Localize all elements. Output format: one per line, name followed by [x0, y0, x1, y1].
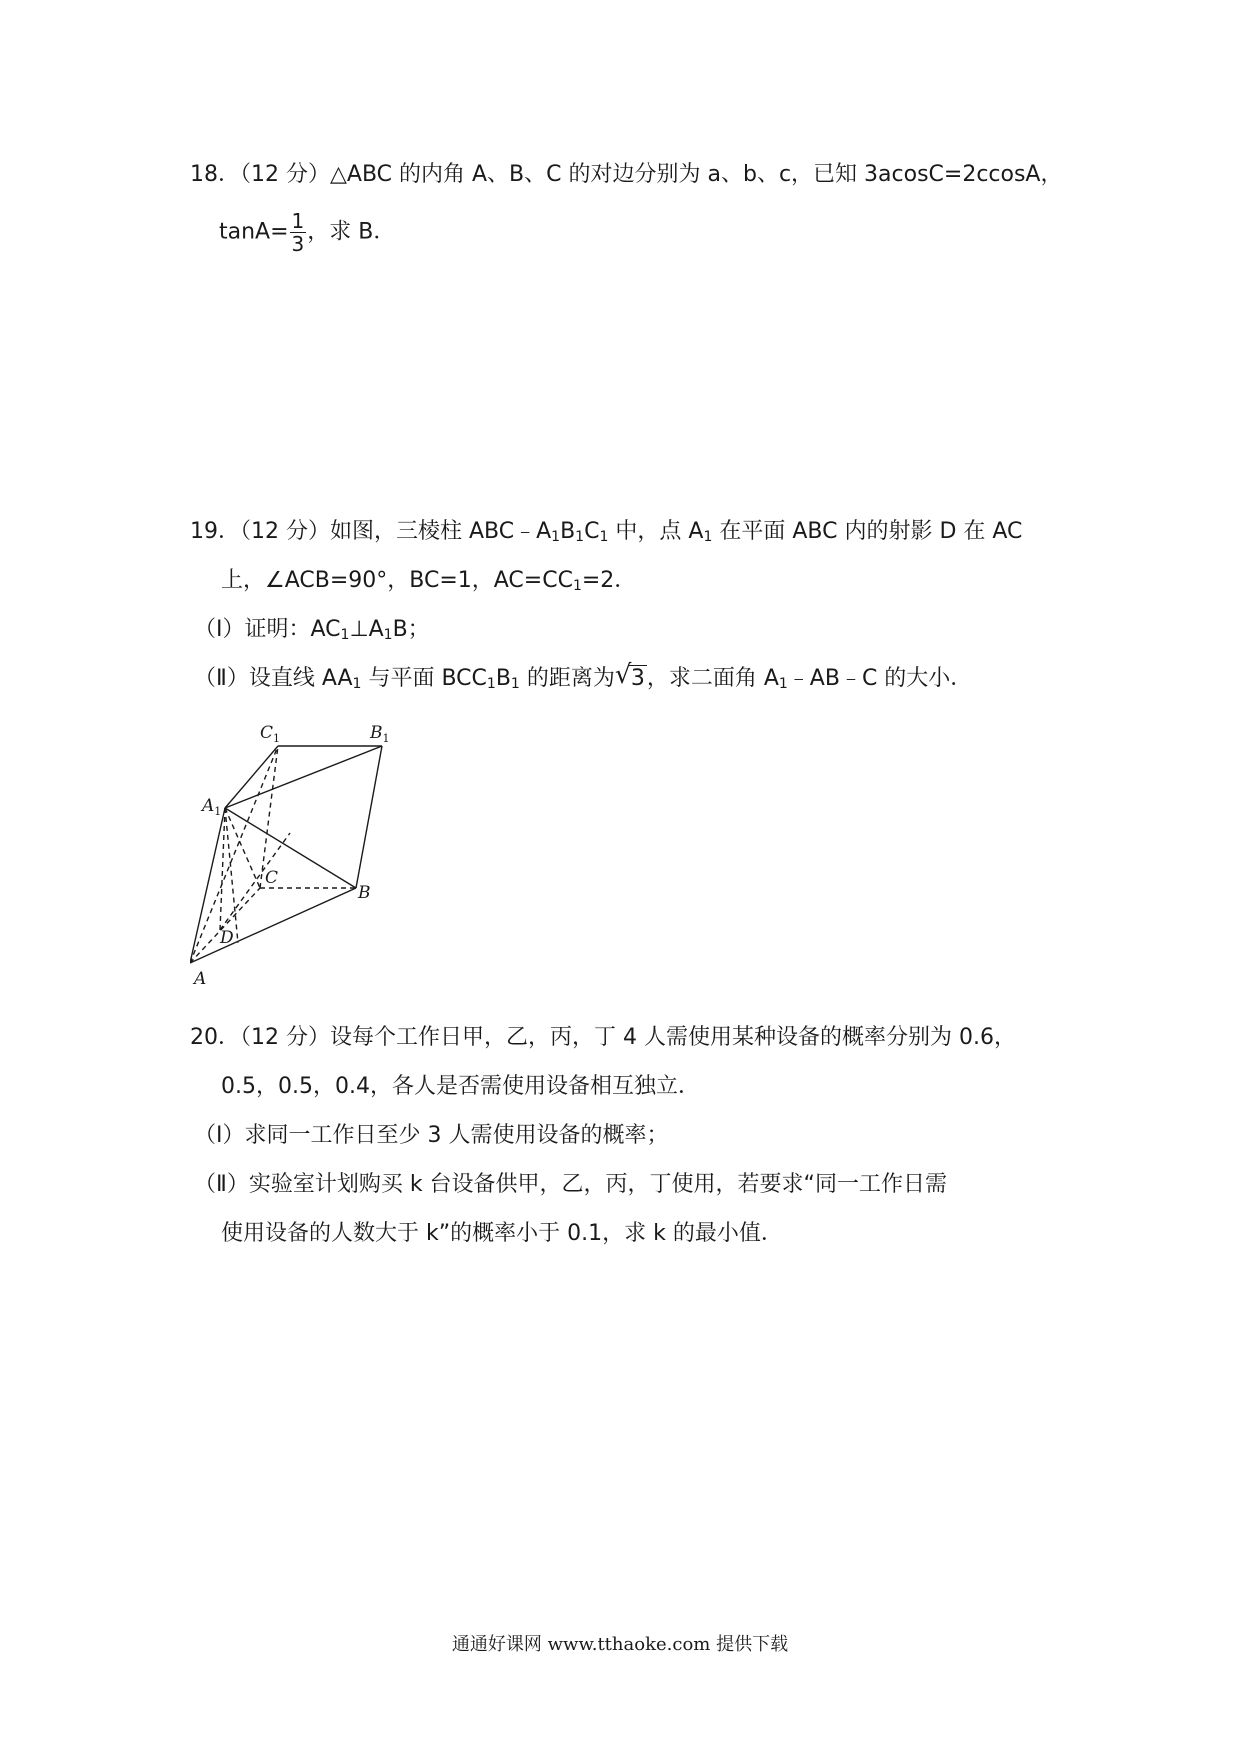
label-A: A: [194, 969, 207, 988]
q18-ask: ，求 B．: [307, 219, 396, 245]
q19-part-2: （Ⅱ）设直线 $AA_1$ 与平面 $BCC_1B_1$ 的距离为 √ 3，求二面角 $A_1﹣AB﹣C$ 的大小．: [194, 660, 973, 692]
sqrt-three: √ 3: [614, 660, 645, 691]
label-A1: $A_1$: [202, 796, 222, 818]
q18-tan-label: tanA=: [219, 219, 289, 245]
edge-A1C1: [225, 746, 278, 808]
segment-A1B: [225, 808, 356, 888]
label-B: B: [358, 883, 371, 903]
edge-A1B1: [225, 746, 382, 808]
q20-part-1: （Ⅰ）求同一工作日至少 3 人需使用设备的概率；: [194, 1123, 669, 1148]
q19-part-1: （Ⅰ）证明：$AC_1\perp A_1B$；: [194, 617, 430, 643]
edge-AB: [190, 888, 356, 963]
q18-text: 18．（12 分）△ABC 的内角 A、B、C 的对边分别为 a、b、c，已知 3acosC=2ccosA，: [190, 162, 1063, 187]
fraction-one-third: $\frac{1}{3}$: [291, 209, 305, 256]
q19-line-2: 上，∠ACB=90°，BC=1，$AC=CC_1=2$．: [221, 568, 637, 594]
label-C: C: [265, 868, 279, 888]
footer-credit: 通通好课网 www.tthaoke.com 提供下载: [451, 1634, 789, 1655]
q20-part-2-cont: 使用设备的人数大于 k”的概率小于 0.1，求 k 的最小值．: [221, 1221, 783, 1246]
segment-DB: [220, 833, 290, 930]
edge-AC: [190, 888, 260, 963]
q20-line-2: 0.5，0.5，0.4，各人是否需使用设备相互独立．: [221, 1074, 700, 1099]
label-D: D: [220, 928, 234, 948]
q18-line-1: [190, 160, 1062, 190]
q20-part-2: （Ⅱ）实验室计划购买 k 台设备供甲，乙，丙，丁使用，若要求“同一工作日需: [194, 1172, 947, 1197]
label-B1: $B_1$: [370, 723, 390, 745]
segment-A1C: [225, 808, 260, 888]
q20-line-1: 20．（12 分）设每个工作日甲，乙，丙，丁 4 人需使用某种设备的概率分别为 0.6，: [190, 1025, 1016, 1050]
label-C1: $C_1$: [260, 723, 281, 745]
q19-line-1: 19．（12 分）如图，三棱柱 $ABC﹣A_1B_1C_1$ 中，点 $A_1$ 在平面 ABC 内的射影 D 在 AC: [190, 519, 1023, 545]
q18-line-2: [219, 210, 395, 255]
prism-figure: [190, 718, 420, 988]
edge-BB1: [356, 746, 382, 888]
segment-AC1: [190, 746, 278, 963]
